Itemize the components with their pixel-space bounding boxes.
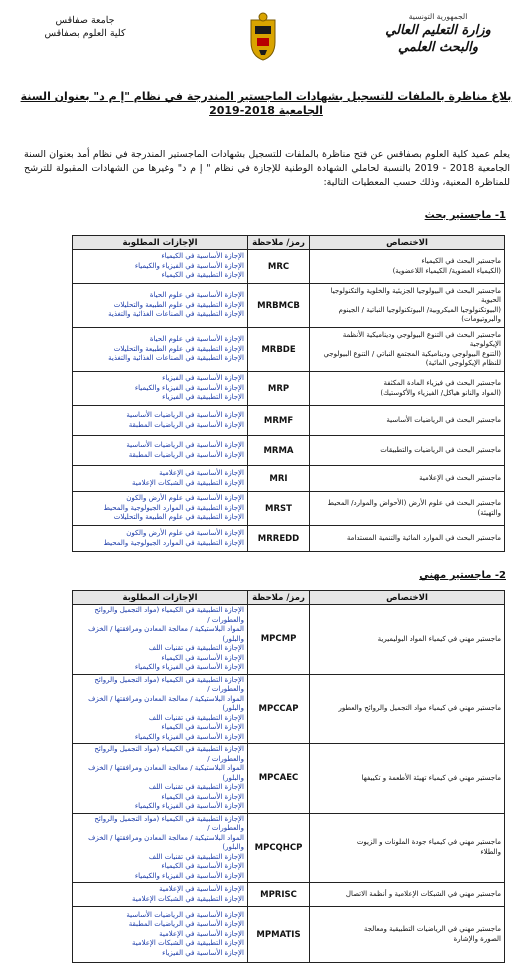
specialty-line: الصورة والإشارة [453, 934, 501, 943]
degree-line: الإجازة الأساسية في علوم الأرض والكون [126, 494, 244, 503]
research-master-table [72, 235, 505, 552]
degree-line: الإجازة الأساسية في الفيزياء والكيمياء [134, 383, 244, 392]
code-cell: MPMATIS [248, 907, 310, 963]
degree-line: الإجازة الأساسية في علوم الحياة [149, 291, 244, 300]
degree-line: الإجازة الأساسية في الفيزياء والكيمياء [134, 732, 244, 741]
degree-line: الإجازة الأساسية في الإعلامية [159, 469, 244, 477]
degree-line: الإجازة التطبيقية في علوم الطبيعة والتحليلات [113, 344, 244, 353]
degrees-cell [73, 492, 248, 526]
degree-line: الإجازة التطبيقية في الكيمياء (مواد التجميل والروائح والعطورات / [94, 745, 244, 763]
degree-line: الإجازة الأساسية في الرياضيات الأساسية [126, 910, 244, 919]
degrees-cell [73, 526, 248, 552]
specialty-cell [310, 605, 505, 675]
degree-line: الإجازة التطبيقية في الكيمياء (مواد التجميل والروائح والعطورات / [94, 675, 244, 693]
header-degrees: الإجازات المطلوبة [73, 591, 248, 605]
specialty-cell [310, 250, 505, 284]
degree-line: الإجازة التطبيقية في الكيمياء (مواد التجميل والروائح والعطورات / [94, 606, 244, 624]
professional-rows [73, 605, 505, 963]
research-rows [73, 250, 505, 552]
degree-line: الإجازة الأساسية في الفيزياء [162, 374, 244, 383]
degree-line: الإجازة الأساسية في الكيمياء [161, 792, 244, 801]
table-row [73, 883, 505, 907]
degree-line: المواد البلاستيكية / معالجة المعادن ومرافقتها / الخزف والبلور) [88, 833, 244, 851]
degree-line: الإجازة التطبيقية في الصناعات الغذائية والتغذية [108, 310, 244, 319]
degree-line: المواد البلاستيكية / معالجة المعادن ومرافقتها / الخزف والبلور) [88, 764, 244, 782]
specialty-cell [310, 284, 505, 328]
table-row [73, 605, 505, 675]
degrees-cell [73, 372, 248, 406]
university-name: جامعة صفاقس [55, 15, 115, 26]
degree-line: الإجازة التطبيقية في الفيزياء [162, 393, 244, 402]
specialty-cell [310, 526, 505, 552]
specialty-line: (الكيمياء العضوية/ الكيمياء اللاعضوية) [392, 266, 501, 275]
ministry-name-line1: وزارة التعليم العالي [385, 23, 491, 38]
degrees-cell [73, 328, 248, 372]
header-specialty: الاختصاص [310, 236, 505, 250]
specialty-line: ماجستير مهني في الرياضيات التطبيقية ومعالجة [363, 925, 501, 933]
degree-line: الإجازة التطبيقية في علوم الطبيعة والتحليلات [113, 300, 244, 309]
degree-line: المواد البلاستيكية / معالجة المعادن ومرافقتها / الخزف والبلور) [88, 625, 244, 643]
degree-line: الإجازة الأساسية في الرياضيات الأساسية [126, 441, 244, 449]
degree-line: المواد البلاستيكية / معالجة المعادن ومرافقتها / الخزف والبلور) [88, 694, 244, 712]
ministry-name-line2: والبحث العلمي [398, 40, 478, 55]
degrees-cell [73, 406, 248, 436]
specialty-line: ماجستير البحث في الإعلامية [419, 473, 501, 482]
specialty-cell [310, 813, 505, 883]
tunisia-emblem-icon [243, 12, 283, 62]
code-cell: MPCMP [248, 605, 310, 675]
specialty-line: ماجستير مهني في كيمياء مواد التجميل والروائح والعطور [338, 704, 501, 712]
degree-line: الإجازة الأساسية في الفيزياء [162, 948, 244, 957]
table-row [73, 250, 505, 284]
specialty-line: ماجستير البحث في علوم الأرض (الأحواض والموارد/ المحيط والتهيئة) [327, 499, 501, 517]
degree-line: الإجازة التطبيقية في تقنيات اللف [148, 644, 244, 652]
specialty-line: ماجستير مهني في كيمياء جودة الملونات و الزيوت [356, 838, 501, 847]
specialty-line: ماجستير البحث في فيزياء المادة المكثفة [383, 379, 501, 387]
specialty-cell [310, 372, 505, 406]
degree-line: الإجازة الأساسية في علوم الأرض والكون [126, 529, 244, 537]
table-row [73, 813, 505, 883]
code-cell: MRREDD [248, 526, 310, 552]
degrees-cell [73, 744, 248, 814]
degree-line: الإجازة الأساسية في الإعلامية [159, 885, 244, 893]
specialty-cell [310, 406, 505, 436]
table-row [73, 907, 505, 963]
specialty-line: ماجستير البحث في الكيمياء [421, 257, 501, 265]
degree-line: الإجازة التطبيقية في علوم الطبيعة والتحليلات [113, 513, 244, 522]
table-row [73, 492, 505, 526]
specialty-cell [310, 492, 505, 526]
table-row [73, 744, 505, 814]
header-specialty: الاختصاص [310, 591, 505, 605]
specialty-line: والطلاء [480, 847, 501, 856]
degree-line: الإجازة الأساسية في الفيزياء والكيمياء [134, 663, 244, 671]
specialty-cell [310, 883, 505, 907]
degree-line: الإجازة الأساسية في الفيزياء والكيمياء [134, 261, 244, 270]
degree-line: الإجازة التطبيقية في الموارد الجيولوجية والمحيط [103, 538, 244, 547]
degree-line: الإجازة الأساسية في الرياضيات المطبقة [128, 420, 244, 429]
table-row [73, 372, 505, 406]
degree-line: الإجازة الأساسية في الإعلامية [159, 929, 244, 938]
specialty-cell [310, 436, 505, 466]
code-cell: MRST [248, 492, 310, 526]
professional-master-table [72, 590, 505, 963]
degree-line: الإجازة الأساسية في الكيمياء [161, 653, 244, 662]
degree-line: الإجازة الأساسية في الكيمياء [161, 252, 244, 261]
specialty-cell [310, 744, 505, 814]
degree-line: الإجازة الأساسية في الفيزياء والكيمياء [134, 871, 244, 880]
specialty-line: (المواد والنانو هياكل/ الفيزياء والأكوستيك) [380, 388, 501, 397]
degree-line: الإجازة التطبيقية في الكيمياء (مواد التجميل والروائح والعطورات / [94, 814, 244, 832]
specialty-cell [310, 674, 505, 744]
table-row [73, 674, 505, 744]
degrees-cell [73, 883, 248, 907]
announcement-intro: يعلم عميد كلية العلوم بصفاقس عن فتح مناظرة بالملفات للتسجيل بشهادات الماجستير المندرجة في نظام أمد بعنوان السنة الجامعية 2018 - 2019 بالنسبة لحاملي الشهادة الوطنية للإجازة في نظام " إ م د" وغيرها من الشهادات المقبولة للترشح للمناظرة المعنية، وذلك حسب المعطيات التالية: [24, 149, 510, 188]
degree-line: الإجازة الأساسية في علوم الحياة [149, 335, 244, 344]
degree-line: الإجازة التطبيقية في الشبكات الإعلامية [131, 894, 244, 903]
section-research-title: 1- ماجستير بحث [424, 210, 506, 221]
degrees-cell [73, 284, 248, 328]
ministry-header [368, 12, 508, 56]
code-cell: MPCAEC [248, 744, 310, 814]
specialty-line: ماجستير البحث في الرياضيات والتطبيقات [380, 445, 501, 454]
specialty-line: (التنوع البيولوجي وديناميكية المجتمع النباتي / التنوع البيولوجي للنظام الإيكولوجي المائية) [323, 349, 501, 367]
degrees-cell [73, 436, 248, 466]
code-cell: MPCQHCP [248, 813, 310, 883]
specialty-line: ماجستير البحث في التنوع البيولوجي وديناميكية الأنظمة الإيكولوجية [342, 330, 501, 348]
specialty-line: ماجستير مهني في الشبكات الإعلامية و أنظمة الاتصال [345, 889, 501, 898]
degree-line: الإجازة الأساسية في الكيمياء [161, 723, 244, 731]
degrees-cell [73, 907, 248, 963]
specialty-cell [310, 466, 505, 492]
table-row [73, 526, 505, 552]
degrees-cell [73, 250, 248, 284]
code-cell: MRBMCB [248, 284, 310, 328]
degrees-cell [73, 605, 248, 675]
degree-line: الإجازة التطبيقية في تقنيات اللف [148, 713, 244, 722]
degree-line: الإجازة الأساسية في الكيمياء [161, 862, 244, 870]
degree-line: الإجازة الأساسية في الرياضيات الأساسية [126, 411, 244, 419]
degrees-cell [73, 674, 248, 744]
degree-line: الإجازة التطبيقية في الشبكات الإعلامية [131, 478, 244, 487]
section-professional-title: 2- ماجستير مهني [419, 570, 506, 581]
degree-line: الإجازة التطبيقية في تقنيات اللف [148, 852, 244, 861]
degree-line: الإجازة التطبيقية في الكيمياء [161, 271, 244, 280]
code-cell: MRC [248, 250, 310, 284]
table-row [73, 466, 505, 492]
code-cell: MPRISC [248, 883, 310, 907]
degrees-cell [73, 466, 248, 492]
code-cell: MRMF [248, 406, 310, 436]
degree-line: الإجازة الأساسية في الفيزياء والكيمياء [134, 802, 244, 810]
code-cell: MRP [248, 372, 310, 406]
university-header [30, 14, 140, 40]
specialty-line: ماجستير البحث في البيولوجيا الجزيئية والخلوية والتكنولوجيا الحيوية [330, 286, 501, 304]
degree-line: الإجازة الأساسية في الرياضيات المطبقة [128, 450, 244, 459]
code-cell: MRBDE [248, 328, 310, 372]
code-cell: MPCCAP [248, 674, 310, 744]
specialty-cell [310, 907, 505, 963]
degree-line: الإجازة التطبيقية في الموارد الجيولوجية والمحيط [103, 503, 244, 512]
code-cell: MRI [248, 466, 310, 492]
code-cell: MRMA [248, 436, 310, 466]
table-row [73, 328, 505, 372]
faculty-name: كلية العلوم بصفاقس [44, 28, 126, 39]
degree-line: الإجازة الأساسية في الرياضيات المطبقة [128, 920, 244, 929]
table-row [73, 406, 505, 436]
degree-line: الإجازة التطبيقية في الصناعات الغذائية والتغذية [108, 354, 244, 363]
specialty-line: ماجستير البحث في الرياضيات الأساسية [386, 415, 501, 424]
table-row [73, 284, 505, 328]
header-code: رمز/ ملاحظة [248, 591, 310, 605]
degree-line: الإجازة التطبيقية في تقنيات اللف [148, 783, 244, 791]
specialty-line: ماجستير مهني في كيمياء تهيئة الأطعمة و تكييفها [361, 773, 501, 782]
degrees-cell [73, 813, 248, 883]
header-code: رمز/ ملاحظة [248, 236, 310, 250]
republic-name: الجمهورية التونسية [408, 12, 468, 21]
specialty-line: ماجستير مهني في كيمياء المواد البوليميرية [377, 634, 501, 643]
specialty-line: (البيوتكنولوجيا الميكروبية/ البيوتكنولوجيا النباتية / الجينوم والبروتيومات) [338, 305, 501, 323]
table-row [73, 436, 505, 466]
header-degrees: الإجازات المطلوبة [73, 236, 248, 250]
degree-line: الإجازة التطبيقية في الشبكات الإعلامية [131, 939, 244, 948]
specialty-cell [310, 328, 505, 372]
announcement-title: بلاغ مناظرة بالملفات للتسجيل بشهادات الماجستير المندرجة في نظام "إ م د" بعنوان السنة الجامعية 2018-2019 [20, 90, 512, 117]
specialty-line: ماجستير البحث في الموارد المائية والتنمية المستدامة [346, 533, 501, 542]
